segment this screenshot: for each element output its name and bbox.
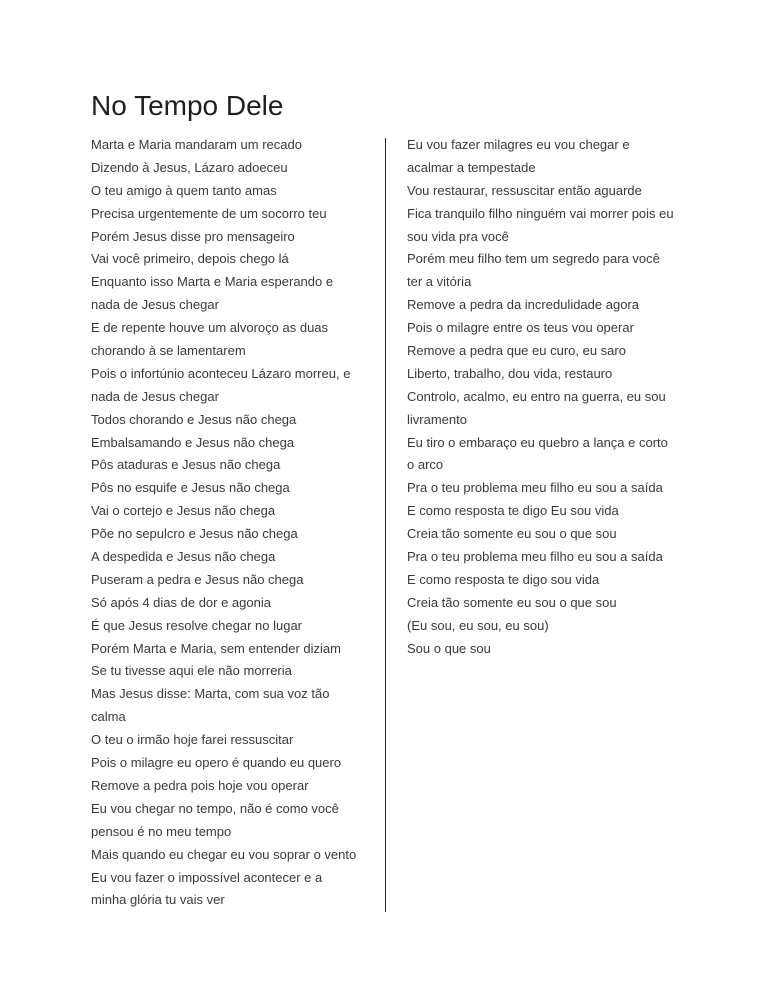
right-lyrics-column xyxy=(407,134,697,660)
lyric-line: Vou restaurar, ressuscitar então aguarde xyxy=(407,182,642,198)
column-divider xyxy=(385,138,386,912)
lyric-line: nada de Jesus chegar xyxy=(91,297,219,313)
lyric-line: Vai o cortejo e Jesus não chega xyxy=(91,503,276,519)
lyric-line: sou vida pra você xyxy=(407,228,509,244)
lyric-line: ter a vitória xyxy=(407,274,472,290)
lyric-line: E de repente houve um alvoroço as duas xyxy=(91,320,329,336)
lyric-line: Se tu tivesse aqui ele não morreria xyxy=(91,663,292,679)
lyric-line: Creia tão somente eu sou o que sou xyxy=(407,594,617,610)
lyric-line: E como resposta te digo sou vida xyxy=(407,571,600,587)
lyric-line: O teu amigo à quem tanto amas xyxy=(91,182,277,198)
lyric-line: calma xyxy=(91,709,126,725)
lyric-line: Marta e Maria mandaram um recado xyxy=(91,137,302,152)
lyric-line: acalmar a tempestade xyxy=(407,159,536,175)
lyric-line: Eu vou fazer milagres eu vou chegar e xyxy=(407,137,630,152)
lyric-line: Põe no sepulcro e Jesus não chega xyxy=(91,526,298,542)
lyric-line: A despedida e Jesus não chega xyxy=(91,549,276,565)
lyric-line: Enquanto isso Marta e Maria esperando e xyxy=(91,274,334,290)
lyric-line: Liberto, trabalho, dou vida, restauro xyxy=(407,365,613,381)
lyric-line: Remove a pedra da incredulidade agora xyxy=(407,297,639,313)
lyric-line: Sou o que sou xyxy=(407,640,491,656)
lyric-line: Eu tiro o embaraço eu quebro a lança e corto xyxy=(407,434,668,450)
lyric-line: O teu o irmão hoje farei ressuscitar xyxy=(91,732,294,748)
lyric-line: nada de Jesus chegar xyxy=(91,388,219,404)
lyric-line: livramento xyxy=(407,411,467,427)
lyric-line: o arco xyxy=(407,457,444,473)
lyric-line: Precisa urgentemente de um socorro teu xyxy=(91,205,327,221)
lyric-line: Dizendo à Jesus, Lázaro adoeceu xyxy=(91,159,288,175)
lyric-line: Fica tranquilo filho ninguém vai morrer pois eu xyxy=(407,205,674,221)
lyric-line: Porém Marta e Maria, sem entender diziam xyxy=(91,640,341,656)
lyric-line: Remove a pedra pois hoje vou operar xyxy=(91,777,309,793)
lyric-line: Eu vou chegar no tempo, não é como você xyxy=(91,800,339,816)
lyric-line: É que Jesus resolve chegar no lugar xyxy=(91,617,303,633)
lyric-line: Pôs no esquife e Jesus não chega xyxy=(91,480,290,496)
lyric-line: pensou é no meu tempo xyxy=(91,823,232,839)
lyric-line: minha glória tu vais ver xyxy=(91,892,225,908)
lyric-line: Porém meu filho tem um segredo para você xyxy=(407,251,660,267)
lyric-line: Só após 4 dias de dor e agonia xyxy=(91,594,271,610)
lyric-line: Mais quando eu chegar eu vou soprar o vento xyxy=(91,846,357,862)
lyric-line: chorando à se lamentarem xyxy=(91,343,246,359)
lyric-line: Pra o teu problema meu filho eu sou a saída xyxy=(407,480,663,496)
lyric-line: Puseram a pedra e Jesus não chega xyxy=(91,571,304,587)
lyric-line: Porém Jesus disse pro mensageiro xyxy=(91,228,295,244)
lyric-line: Todos chorando e Jesus não chega xyxy=(91,411,297,427)
left-lyrics-column xyxy=(91,134,376,912)
lyric-line: Vai você primeiro, depois chego lá xyxy=(91,251,289,267)
lyric-line: E como resposta te digo Eu sou vida xyxy=(407,503,619,519)
lyric-line: Embalsamando e Jesus não chega xyxy=(91,434,295,450)
lyric-line: Creia tão somente eu sou o que sou xyxy=(407,526,617,542)
lyric-line: Pois o infortúnio aconteceu Lázaro morreu, e xyxy=(91,365,351,381)
lyric-line: Mas Jesus disse: Marta, com sua voz tão xyxy=(91,686,330,702)
page-title: No Tempo Dele xyxy=(91,90,284,121)
lyric-line: Pra o teu problema meu filho eu sou a saída xyxy=(407,549,663,565)
lyric-line: Remove a pedra que eu curo, eu saro xyxy=(407,343,626,359)
lyric-line: Pois o milagre eu opero é quando eu quero xyxy=(91,755,342,771)
lyric-line: Pôs ataduras e Jesus não chega xyxy=(91,457,281,473)
lyric-line: Eu vou fazer o impossível acontecer e a xyxy=(91,869,323,885)
lyric-line: (Eu sou, eu sou, eu sou) xyxy=(407,617,549,633)
lyric-line: Controlo, acalmo, eu entro na guerra, eu sou xyxy=(407,388,666,404)
lyric-line: Pois o milagre entre os teus vou operar xyxy=(407,320,634,336)
